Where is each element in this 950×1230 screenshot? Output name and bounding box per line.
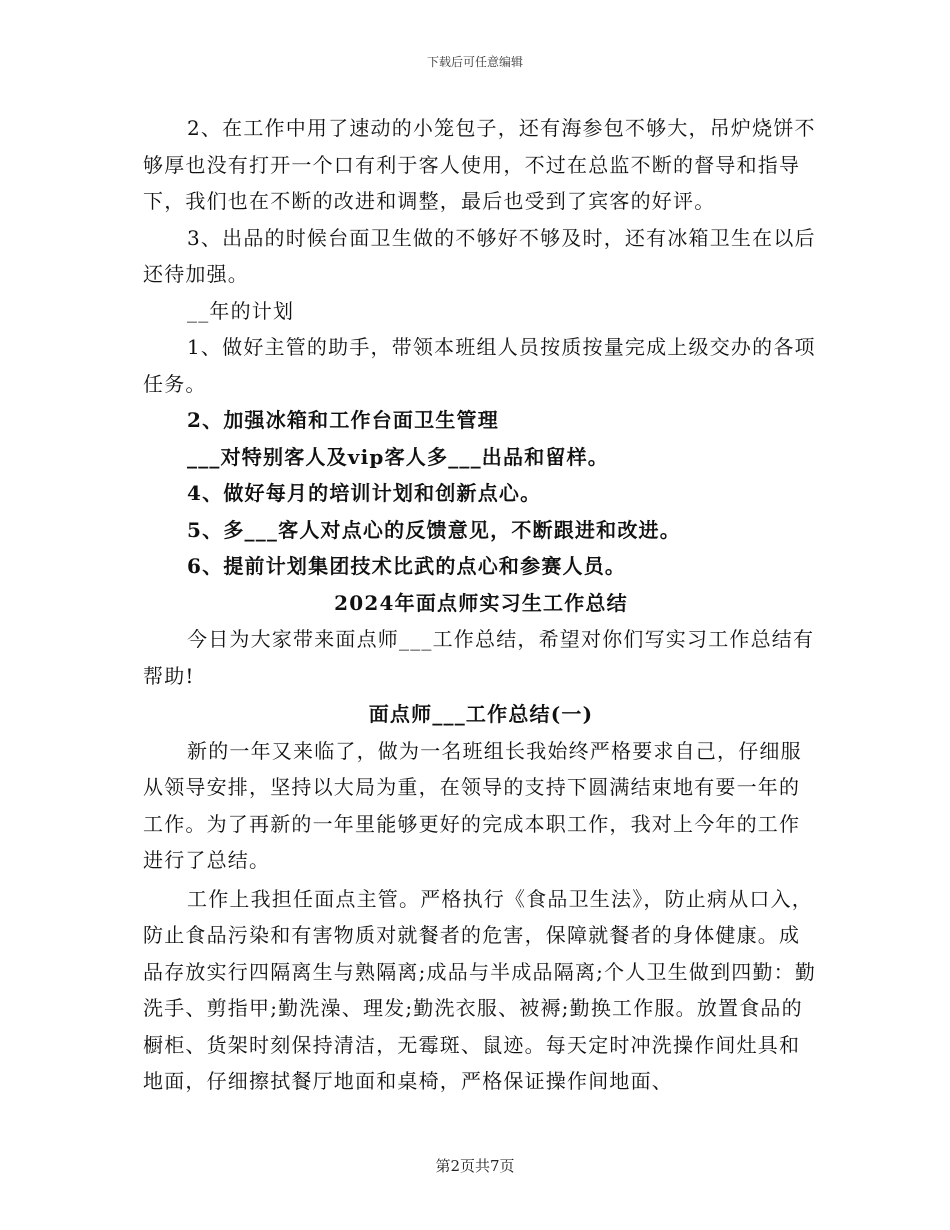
document-title: 2024年面点师实习生工作总结 — [334, 590, 628, 615]
plan-item-2: 2、加强冰箱和工作台面卫生管理 — [187, 408, 499, 432]
page-footer: 第2页共7页 — [435, 1157, 515, 1175]
plan-item-4: 4、做好每月的培训计划和创新点心。 — [187, 481, 542, 505]
document-body — [143, 110, 819, 1100]
section-heading: 面点师___工作总结(一) — [368, 702, 594, 726]
intro-paragraph: 今日为大家带来面点师___工作总结，希望对你们写实习工作总结有帮助! — [143, 627, 815, 688]
paragraph-item-2: 2、在工作中用了速动的小笼包子，还有海参包不够大，吊炉烧饼不够厚也没有打开一个口有利于客人使用，不过在总监不断的督导和指导下，我们也在不断的改进和调整，最后也受到了宾客的好评。 — [143, 116, 816, 213]
plan-item-6: 6、提前计划集团技术比武的点心和参赛人员。 — [187, 554, 627, 578]
plan-item-3: ___对特别客人及vip客人多___出品和留样。 — [187, 444, 610, 469]
plan-item-1: 1、做好主管的助手，带领本班组人员按质按量完成上级交办的各项任务。 — [143, 335, 816, 396]
body-paragraph-2: 工作上我担任面点主管。严格执行《食品卫生法》，防止病从口入，防止食品污染和有害物质对就餐者的危害，保障就餐者的身体健康。成品存放实行四隔离生与熟隔离;成品与半成品隔离;个人卫生做到四勤：勤洗手、剪指甲;勤洗澡、理发;勤洗衣服、被褥;勤换工作服。放置食品的橱柜、货架时刻保持清洁，无霉斑、鼠迹。每天定时冲洗操作间灶具和地面，仔细擦拭餐厅地面和桌椅，严格保证操作间地面、 — [143, 886, 817, 1093]
paragraph-item-3: 3、出品的时候台面卫生做的不够好不够及时，还有冰箱卫生在以后还待加强。 — [143, 225, 816, 286]
plan-item-5: 5、多___客人对点心的反馈意见，不断跟进和改进。 — [187, 517, 681, 542]
page-header: 下载后可任意编辑 — [426, 55, 523, 69]
body-paragraph-1: 新的一年又来临了，做为一名班组长我始终严格要求自己，仔细服从领导安排，坚持以大局为重，在领导的支持下圆满结束地有要一年的工作。为了再新的一年里能够更好的完成本职工作，我对上今年的工作进行了总结。 — [143, 738, 802, 872]
plan-heading: __年的计划 — [187, 298, 295, 323]
